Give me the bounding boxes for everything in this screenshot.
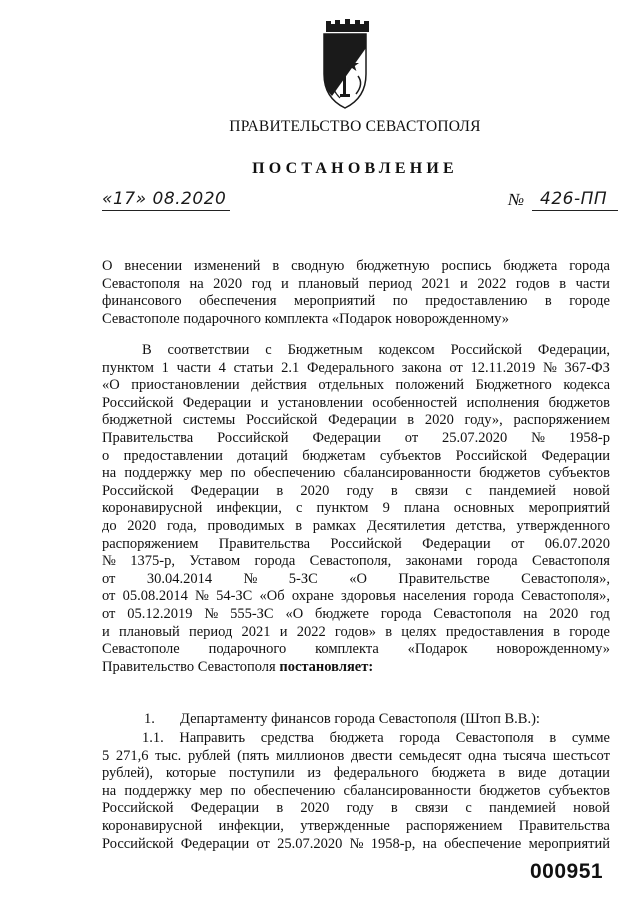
word: 2020 [300, 482, 330, 499]
word: № [204, 605, 219, 622]
word: инфекции, [218, 817, 284, 834]
number-sign: № [508, 190, 525, 209]
word: 12.11.2019 [470, 359, 536, 376]
word: в [276, 800, 284, 817]
word: № [531, 429, 545, 446]
word: отдельных [318, 377, 384, 394]
word: 05.12.2019 [127, 605, 193, 622]
word: кодексом [378, 342, 435, 358]
word: пунктом [102, 359, 154, 376]
preamble-line [102, 465, 610, 483]
word: на [523, 605, 538, 622]
word: предоставления [445, 623, 544, 640]
word: города [399, 730, 441, 746]
word: бюджета [431, 765, 486, 782]
word: 54-ЗС [216, 588, 253, 605]
word: Федерации [182, 394, 252, 411]
word: Правительства [102, 429, 194, 446]
word: в [544, 293, 552, 310]
word: № [542, 359, 557, 376]
word: от [256, 835, 270, 852]
word: Бюджетным [287, 342, 363, 358]
word: Севастополя [455, 730, 534, 746]
word: на [189, 275, 204, 292]
word: бюджетам [302, 447, 366, 464]
word: целях [401, 623, 437, 640]
word: охране [291, 588, 334, 605]
word: 2020 [424, 412, 454, 429]
word: новой [573, 482, 610, 499]
word: виде [518, 765, 547, 782]
word: здоровья [341, 588, 396, 605]
word: пунктом [316, 500, 369, 517]
subitem-line [102, 836, 610, 854]
word: году», [464, 412, 503, 429]
word: 271,6 [115, 747, 149, 764]
word: Направить [179, 730, 246, 746]
word: на [422, 835, 437, 852]
word: соответствии [167, 342, 250, 358]
word: пандемией [489, 800, 556, 817]
word: в [498, 765, 506, 782]
word: Российской [102, 835, 174, 852]
word: обеспечению [253, 465, 336, 482]
word: особенностей [372, 394, 458, 411]
word: Федерации [190, 800, 260, 817]
preamble-line [102, 588, 610, 606]
word: в [276, 482, 284, 499]
word: от [510, 535, 525, 552]
word: 1 [161, 359, 169, 376]
word: распоряжением [513, 412, 610, 429]
subitem-1-1-paragraph [102, 730, 610, 853]
word: годов» [334, 623, 377, 640]
word: мер [199, 782, 223, 799]
word: Севастополя», [521, 588, 610, 605]
word: бюджета [503, 258, 558, 274]
word: связи [414, 800, 449, 817]
word: закона [401, 359, 442, 376]
word: обеспечение [444, 835, 522, 852]
word: 2.1 [281, 359, 300, 376]
word: Федерального [306, 359, 394, 376]
preamble-line [102, 412, 610, 430]
word: тысяча [503, 747, 547, 764]
word: тыс. [155, 747, 182, 764]
word: плановый [118, 623, 180, 640]
word: Севастополя [532, 553, 610, 570]
word: от [449, 359, 463, 376]
word: с [465, 482, 472, 499]
word: год [590, 605, 610, 622]
word: населения [402, 588, 467, 605]
document-type-heading: ПОСТАНОВЛЕНИЕ [252, 160, 458, 177]
word: год [251, 275, 272, 292]
word: в [390, 482, 398, 499]
word: на [102, 782, 117, 799]
word: период [188, 623, 233, 640]
word: (пять [237, 747, 270, 764]
word: бюджете [315, 605, 369, 622]
preamble-line [102, 500, 610, 518]
preamble-line [102, 536, 610, 554]
preamble-line [102, 430, 610, 448]
word: 2022 [296, 623, 326, 640]
subitem-line [102, 800, 610, 818]
word: № [195, 588, 209, 605]
word: 05.08.2014 [122, 588, 188, 605]
subject-line [102, 258, 610, 276]
preamble-line [102, 641, 610, 659]
word: на [102, 465, 117, 482]
word: «О [102, 377, 120, 394]
word: от [102, 605, 116, 622]
word: изменений [194, 258, 261, 274]
preamble-line [102, 518, 610, 536]
handwritten-date: «17» 08.2020 [102, 189, 227, 209]
word: связи [414, 482, 449, 499]
word: одна [468, 747, 497, 764]
preamble-line [102, 448, 610, 466]
word: из [307, 765, 321, 782]
word: 1958-р [568, 429, 610, 446]
word: с [265, 342, 272, 358]
word: сумме [571, 730, 610, 746]
word: коронавирусной [102, 817, 203, 834]
subject-line [102, 276, 610, 294]
word: Десятилетия [366, 517, 446, 534]
word: Севастополя», [521, 570, 610, 587]
word: положений [395, 377, 464, 394]
word: Федерации [422, 535, 491, 552]
word: Российской [102, 394, 174, 411]
preamble-paragraph [102, 342, 610, 676]
word: сбалансированности [343, 782, 471, 799]
word: 4 [218, 359, 226, 376]
word: Уставом [189, 553, 241, 570]
word: Федерации [328, 412, 397, 429]
word: Севастополя [433, 605, 512, 622]
document-number-field [508, 190, 610, 210]
word: Российской [455, 447, 528, 464]
word: Федерации [312, 429, 381, 446]
word: и [102, 623, 110, 640]
word: плановый [298, 275, 360, 292]
word: годов [515, 275, 550, 292]
word: новорожденному» [496, 641, 610, 658]
word: проводимых [207, 517, 285, 534]
preamble-line [102, 624, 610, 642]
word: Правительства [218, 535, 311, 552]
word: мер [199, 465, 223, 482]
word: коронавирусной [102, 500, 203, 517]
word: году [346, 800, 374, 817]
word: Бюджетного [475, 377, 552, 394]
word: от [102, 570, 116, 587]
word: городе [569, 293, 610, 310]
word: по [230, 465, 246, 482]
word: города [380, 605, 422, 622]
word: № [349, 835, 364, 852]
word: поддержку [124, 782, 192, 799]
word: предоставлению [425, 293, 528, 310]
word: распоряжением [102, 535, 199, 552]
word: и [260, 394, 269, 411]
word: финансового [102, 293, 182, 310]
word: законами [405, 553, 463, 570]
word: 555-ЗС [230, 605, 274, 622]
word: в [295, 517, 303, 534]
word: основных [453, 500, 515, 517]
word: федерального [333, 765, 419, 782]
preamble-line [102, 606, 610, 624]
word: 2020 [127, 517, 157, 534]
item-1-text: Департаменту финансов города Севастополя (Штоп В.В.): [180, 711, 540, 727]
word: Федерации, [537, 342, 610, 358]
preamble-line [102, 553, 610, 571]
word: 9 [382, 500, 390, 517]
word: кодекса [563, 377, 610, 394]
subitem-line [102, 748, 610, 766]
word: Российской [330, 535, 402, 552]
word: в [272, 258, 280, 274]
word: в [549, 730, 557, 746]
word: города [569, 258, 610, 274]
word: бюджетную [356, 258, 430, 274]
word: 25.07.2020 [277, 835, 343, 852]
word: Российской [450, 342, 523, 358]
word: городе [569, 623, 610, 640]
word: дотации [559, 765, 610, 782]
preamble-line [102, 360, 610, 378]
word: № [102, 553, 116, 570]
word: 5 [102, 747, 110, 764]
word: статьи [233, 359, 274, 376]
word: «Об [259, 588, 285, 605]
word: обеспечению [253, 782, 336, 799]
word: мероприятий [528, 500, 610, 517]
word: системы [182, 412, 236, 429]
word: бюджетной [102, 412, 173, 429]
word: части [176, 359, 211, 376]
word: Российской [217, 429, 289, 446]
word: в [390, 800, 398, 817]
word: в [385, 623, 393, 640]
word: рублей), [102, 765, 154, 782]
word: города [473, 588, 514, 605]
sevastopol-coat-of-arms-icon [318, 18, 372, 112]
word: В [142, 342, 152, 358]
word: исполнения [466, 394, 540, 411]
word: Севастополе [102, 641, 180, 658]
word: Федерации [180, 835, 250, 852]
word: двести [350, 747, 393, 764]
word: приостановлении [131, 377, 240, 394]
word: действия [251, 377, 307, 394]
word: части [575, 275, 610, 292]
word: и [281, 275, 289, 292]
word: сводную [291, 258, 345, 274]
word: Правительства [518, 817, 610, 834]
handwritten-number: 426-ПП [540, 189, 608, 209]
word: до [102, 517, 117, 534]
word: 2020 [300, 800, 330, 817]
word: Севастополя [102, 275, 180, 292]
word: поступили [228, 765, 295, 782]
word: период [368, 275, 413, 292]
preamble-line [102, 377, 610, 395]
word: «О [349, 570, 367, 587]
word: года, [166, 517, 197, 534]
word: 06.07.2020 [544, 535, 610, 552]
government-title: ПРАВИТЕЛЬСТВО СЕВАСТОПОЛЯ [229, 118, 481, 135]
word: бюджетов [479, 782, 541, 799]
word: 1.1. [142, 730, 164, 746]
word: мероприятий [528, 835, 610, 852]
word: 2020 [549, 605, 579, 622]
word: 367-ФЗ [564, 359, 610, 376]
word: рамках [312, 517, 357, 534]
word: 30.04.2014 [146, 570, 213, 587]
word: роспись [441, 258, 492, 274]
word: сбалансированности [343, 465, 471, 482]
word: «Подарок [407, 641, 468, 658]
word: субъектов [379, 447, 442, 464]
word: Правительстве [398, 570, 490, 587]
word: утвержденного [516, 517, 610, 534]
word: пандемией [489, 482, 556, 499]
word: Севастополя, [309, 553, 392, 570]
word: по [392, 293, 408, 310]
word: 2021 [241, 623, 271, 640]
word: инфекции, [216, 500, 282, 517]
word: в [407, 412, 415, 429]
word: году [346, 482, 374, 499]
word: 2022 [477, 275, 507, 292]
subject-line [102, 293, 610, 311]
preamble-line [102, 395, 610, 413]
word: № [243, 570, 258, 587]
subitem-line [102, 765, 610, 783]
word: 25.07.2020 [442, 429, 508, 446]
word: о [102, 447, 110, 464]
word: обеспечения [199, 293, 277, 310]
resolves-keyword: постановляет: [279, 658, 374, 675]
word: Российской [102, 800, 174, 817]
word: и [279, 623, 288, 640]
word: семьдесят [399, 747, 462, 764]
subitem-line [102, 730, 610, 748]
word: подарочного [208, 641, 287, 658]
subject-paragraph [102, 258, 610, 328]
word: О [102, 258, 113, 274]
word: бюджета [329, 730, 384, 746]
preamble-last-text: Правительство Севастополя [102, 658, 280, 675]
word: Российской [245, 412, 318, 429]
word: детства, [456, 517, 506, 534]
word: в [553, 623, 561, 640]
word: которые [165, 765, 217, 782]
word: бюджетов [479, 465, 541, 482]
word: новой [573, 800, 610, 817]
word: по [230, 782, 246, 799]
word: 5-ЗС [288, 570, 318, 587]
word: «О [285, 605, 304, 622]
word: от [404, 429, 419, 446]
preamble-line [102, 659, 610, 677]
word: Российской [102, 482, 174, 499]
word: бюджетов [548, 394, 610, 411]
word: мероприятий [293, 293, 376, 310]
word: 1375-р, [130, 553, 175, 570]
word: города [476, 553, 518, 570]
preamble-line [102, 483, 610, 501]
word: внесении [124, 258, 183, 274]
subitem-line [102, 818, 610, 836]
word: города [254, 553, 296, 570]
word: распоряжением [406, 817, 503, 834]
word: миллионов [276, 747, 345, 764]
item-1 [102, 711, 540, 729]
word: утвержденные [300, 817, 390, 834]
word: средства [260, 730, 314, 746]
preamble-line [102, 571, 610, 589]
preamble-line [102, 342, 610, 360]
word: от [102, 588, 116, 605]
word: рублей [187, 747, 231, 764]
word: установлении [277, 394, 363, 411]
word: комплекта [315, 641, 379, 658]
word: плана [404, 500, 440, 517]
word: с [295, 500, 303, 517]
word: и [460, 275, 468, 292]
word: поддержку [124, 465, 192, 482]
word: в [559, 275, 567, 292]
word: 2021 [421, 275, 451, 292]
item-1-number: 1. [144, 711, 155, 727]
word: субъектов [548, 782, 610, 799]
word: шестьсот [552, 747, 610, 764]
serial-number: 000951 [530, 860, 604, 883]
subitem-line [102, 783, 610, 801]
word: Федерации [541, 447, 610, 464]
word: 2020 [213, 275, 243, 292]
word: с [465, 800, 472, 817]
word: субъектов [548, 465, 610, 482]
word: предоставлении [123, 447, 223, 464]
word: дотаций [237, 447, 288, 464]
word: Федерации [190, 482, 260, 499]
word: 1958-р, [370, 835, 416, 852]
subject-line: Севастополе подарочного комплекта «Подарок новорожденному» [102, 310, 509, 327]
